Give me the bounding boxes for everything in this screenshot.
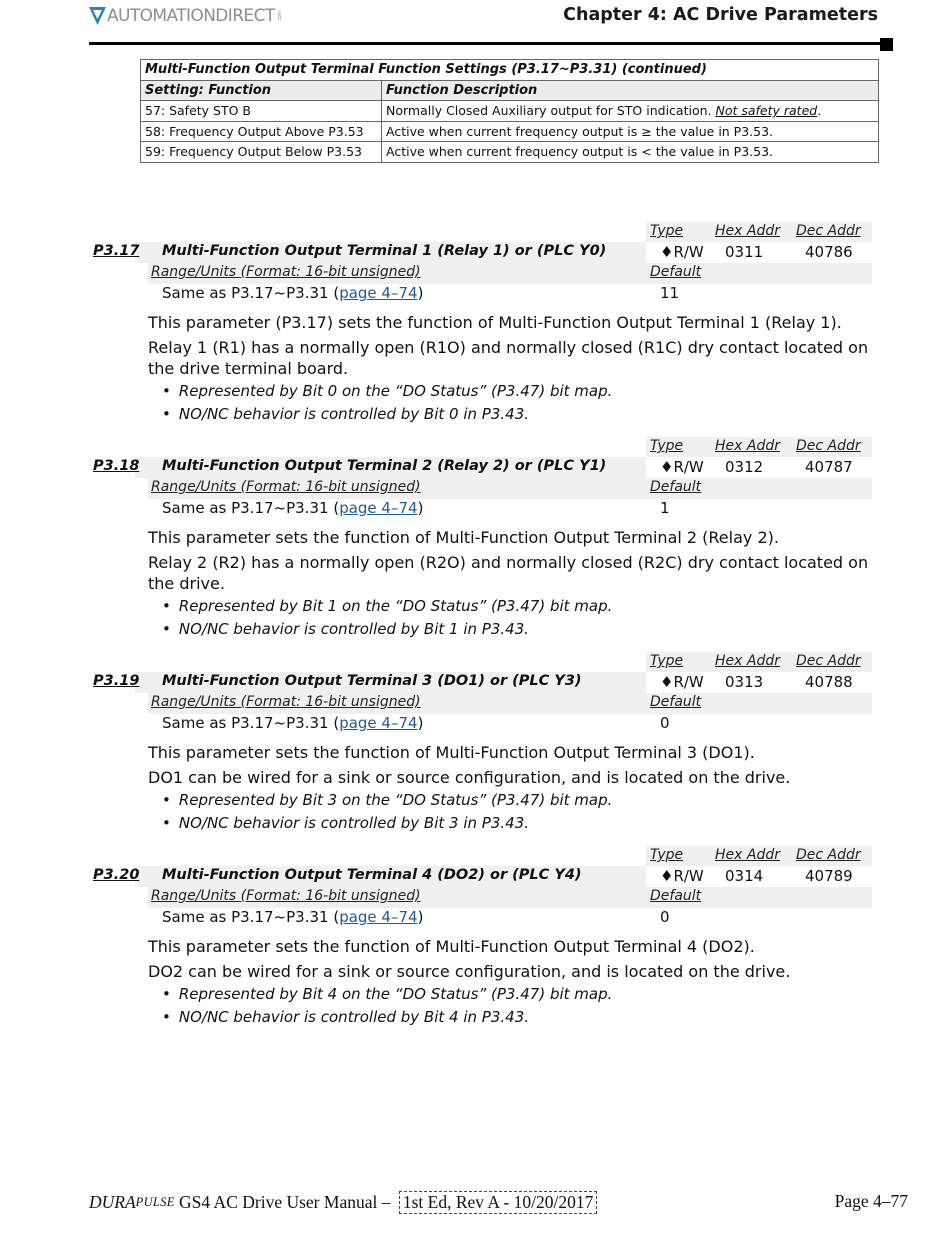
parameter-title: Multi-Function Output Terminal 4 (DO2) or (PLC Y4) xyxy=(162,867,582,883)
dec-addr-header: Dec Addr xyxy=(796,653,861,669)
list-item: • NO/NC behavior is controlled by Bit 0 in P3.43. xyxy=(162,403,612,426)
default-value: 0 xyxy=(660,908,670,926)
hex-addr-value: 0311 xyxy=(725,243,764,261)
range-suffix: ) xyxy=(417,908,424,926)
type-header: Type xyxy=(650,223,684,239)
range-units-label: Range/Units (Format: 16-bit unsigned) xyxy=(151,694,421,710)
parameter-description: Relay 1 (R1) has a normally open (R1O) and normally closed (R1C) dry contact located on the drive terminal board. xyxy=(148,338,869,378)
hex-addr-header: Hex Addr xyxy=(715,653,780,669)
page-number: Page 4–77 xyxy=(834,1191,908,1211)
default-value: 0 xyxy=(660,714,670,732)
range-value xyxy=(162,908,423,926)
page-link[interactable]: page 4–74 xyxy=(339,499,418,517)
manual-title: GS4 AC Drive User Manual – xyxy=(174,1192,395,1212)
column-header-setting: Setting: Function xyxy=(141,80,382,101)
dec-addr-value: 40788 xyxy=(805,673,853,691)
setting-cell: 59: Frequency Output Below P3.53 xyxy=(141,142,382,163)
bullet-list xyxy=(162,380,612,425)
default-value: 11 xyxy=(660,284,680,302)
type-value: ♦R/W xyxy=(660,458,704,476)
safety-note: Not safety rated xyxy=(715,103,818,119)
type-value: ♦R/W xyxy=(660,243,704,261)
range-prefix: Same as P3.17~P3.31 ( xyxy=(162,284,340,302)
safety-note-suffix: . xyxy=(817,103,822,119)
range-value xyxy=(162,284,423,302)
page-link[interactable]: page 4–74 xyxy=(339,284,418,302)
parameter-description: This parameter (P3.17) sets the function of Multi-Function Output Terminal 1 (Relay 1). xyxy=(148,313,842,332)
setting-cell: 58: Frequency Output Above P3.53 xyxy=(141,121,382,142)
dec-addr-header: Dec Addr xyxy=(796,438,861,454)
parameter-id: P3.17 xyxy=(93,243,140,259)
default-label: Default xyxy=(650,479,702,495)
dec-addr-value: 40787 xyxy=(805,458,853,476)
range-units-label: Range/Units (Format: 16-bit unsigned) xyxy=(151,264,421,280)
parameter-id: P3.19 xyxy=(93,673,140,689)
range-value xyxy=(162,499,423,517)
hex-addr-value: 0314 xyxy=(725,867,764,885)
default-label: Default xyxy=(650,888,702,904)
default-label: Default xyxy=(650,264,702,280)
range-units-label: Range/Units (Format: 16-bit unsigned) xyxy=(151,888,421,904)
parameter-id: P3.18 xyxy=(93,458,140,474)
description-cell: Active when current frequency output is < the value in P3.53. xyxy=(382,142,879,163)
dec-addr-header: Dec Addr xyxy=(796,847,861,863)
parameter-title: Multi-Function Output Terminal 3 (DO1) or (PLC Y3) xyxy=(162,673,582,689)
description-text: Normally Closed Auxiliary output for STO indication. xyxy=(386,103,716,119)
table-row xyxy=(141,121,879,142)
description-cell: Active when current frequency output is ≥ the value in P3.53. xyxy=(382,121,879,142)
parameter-title: Multi-Function Output Terminal 2 (Relay 2) or (PLC Y1) xyxy=(162,458,607,474)
page-link[interactable]: page 4–74 xyxy=(339,908,418,926)
header-square-marker xyxy=(880,38,893,51)
range-value xyxy=(162,714,423,732)
list-item: • Represented by Bit 1 on the “DO Status” (P3.47) bit map. xyxy=(162,595,612,618)
hex-addr-value: 0312 xyxy=(725,458,764,476)
range-prefix: Same as P3.17~P3.31 ( xyxy=(162,499,340,517)
type-value: ♦R/W xyxy=(660,867,704,885)
dec-addr-header: Dec Addr xyxy=(796,223,861,239)
footer-manual-title xyxy=(89,1191,597,1214)
parameter-id: P3.20 xyxy=(93,867,140,883)
list-item: • NO/NC behavior is controlled by Bit 1 in P3.43. xyxy=(162,618,612,641)
list-item: • Represented by Bit 3 on the “DO Status” (P3.47) bit map. xyxy=(162,789,612,812)
default-label: Default xyxy=(650,694,702,710)
parameter-title: Multi-Function Output Terminal 1 (Relay 1) or (PLC Y0) xyxy=(162,243,607,259)
bullet-list xyxy=(162,983,612,1028)
parameter-description: DO2 can be wired for a sink or source configuration, and is located on the drive. xyxy=(148,962,791,981)
type-value: ♦R/W xyxy=(660,673,704,691)
parameter-description: This parameter sets the function of Multi-Function Output Terminal 3 (DO1). xyxy=(148,743,755,762)
range-units-label: Range/Units (Format: 16-bit unsigned) xyxy=(151,479,421,495)
hex-addr-header: Hex Addr xyxy=(715,223,780,239)
hex-addr-header: Hex Addr xyxy=(715,847,780,863)
type-header: Type xyxy=(650,438,684,454)
description-cell xyxy=(382,101,879,122)
range-suffix: ) xyxy=(417,284,424,302)
default-value: 1 xyxy=(660,499,670,517)
range-prefix: Same as P3.17~P3.31 ( xyxy=(162,908,340,926)
list-item: • Represented by Bit 0 on the “DO Status” (P3.47) bit map. xyxy=(162,380,612,403)
parameter-description: DO1 can be wired for a sink or source configuration, and is located on the drive. xyxy=(148,768,791,787)
range-suffix: ) xyxy=(417,714,424,732)
automationdirect-logo xyxy=(89,6,283,26)
table-row xyxy=(141,101,879,122)
page-link[interactable]: page 4–74 xyxy=(339,714,418,732)
parameter-description: This parameter sets the function of Multi-Function Output Terminal 4 (DO2). xyxy=(148,937,755,956)
list-item: • Represented by Bit 4 on the “DO Status” (P3.47) bit map. xyxy=(162,983,612,1006)
parameter-description: This parameter sets the function of Multi-Function Output Terminal 2 (Relay 2). xyxy=(148,528,779,547)
edition-box: 1st Ed, Rev A - 10/20/2017 xyxy=(399,1191,598,1214)
table-caption: Multi-Function Output Terminal Function Settings (P3.17~P3.31) (continued) xyxy=(141,60,879,81)
bullet-list xyxy=(162,789,612,834)
table-header-row xyxy=(141,80,879,101)
range-suffix: ) xyxy=(417,499,424,517)
type-header: Type xyxy=(650,847,684,863)
header-rule xyxy=(89,42,883,45)
list-item: • NO/NC behavior is controlled by Bit 4 in P3.43. xyxy=(162,1006,612,1029)
logo-mark-icon xyxy=(89,7,106,25)
brand-pulse: PULSE xyxy=(135,1195,175,1209)
list-item: • NO/NC behavior is controlled by Bit 3 in P3.43. xyxy=(162,812,612,835)
range-prefix: Same as P3.17~P3.31 ( xyxy=(162,714,340,732)
table-row xyxy=(141,142,879,163)
hex-addr-value: 0313 xyxy=(725,673,764,691)
function-settings-table xyxy=(140,59,879,163)
parameter-description: Relay 2 (R2) has a normally open (R2O) and normally closed (R2C) dry contact located on the drive. xyxy=(148,553,869,593)
dec-addr-value: 40789 xyxy=(805,867,853,885)
type-header: Type xyxy=(650,653,684,669)
column-header-description: Function Description xyxy=(382,80,879,101)
chapter-title: Chapter 4: AC Drive Parameters xyxy=(563,5,878,25)
logo-dotcom: .com xyxy=(276,10,283,22)
logo-text: AUTOMATIONDIRECT xyxy=(107,6,275,26)
dec-addr-value: 40786 xyxy=(805,243,853,261)
setting-cell: 57: Safety STO B xyxy=(141,101,382,122)
brand-dura: DURA xyxy=(89,1192,136,1212)
bullet-list xyxy=(162,595,612,640)
hex-addr-header: Hex Addr xyxy=(715,438,780,454)
table-caption-row xyxy=(141,60,879,81)
